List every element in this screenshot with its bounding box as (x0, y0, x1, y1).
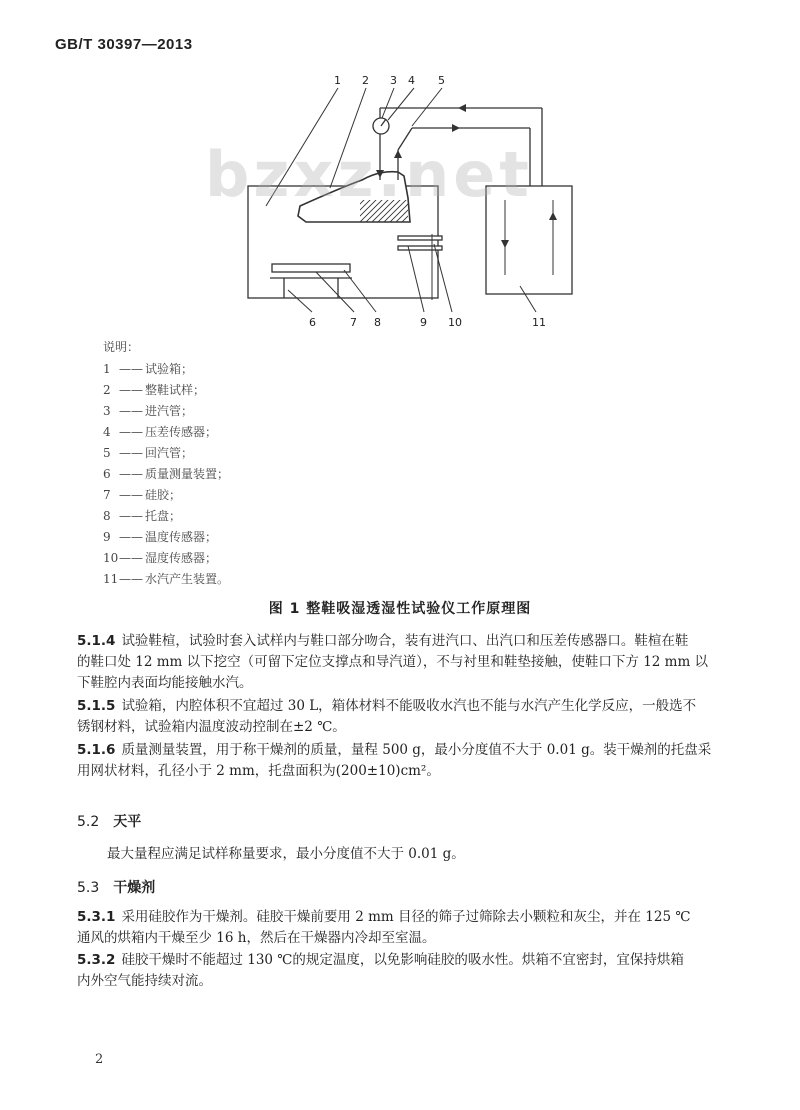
callout-5: 5 (438, 74, 445, 87)
legend-item: 9 —— 温度传感器； (103, 530, 218, 544)
callout-6: 6 (309, 316, 316, 329)
callout-11: 11 (532, 316, 546, 329)
clause-5-3-2-line: 5.3.2 硅胶干燥时不能超过 130 ℃的规定温度，以免影响硅胶的吸水性。烘箱不宜密封，宜保持烘箱 (77, 952, 684, 968)
clause-5-3-1-line: 通风的烘箱内干燥至少 16 h，然后在干燥器内冷却至室温。 (77, 930, 436, 946)
clause-5-3-2-line: 内外空气能持续对流。 (77, 973, 212, 989)
legend-item: 7 —— 硅胶； (103, 488, 182, 502)
legend-item: 3 —— 进汽管； (103, 404, 194, 418)
flow-arrow-icon (458, 104, 466, 112)
callout-2: 2 (362, 74, 369, 87)
watermark: bzxz.net (205, 138, 533, 211)
legend-item: 6 —— 质量测量装置； (103, 467, 230, 481)
callout-10: 10 (448, 316, 462, 329)
legend-item: 5 —— 回汽管； (103, 446, 194, 460)
page-number: 2 (95, 1052, 104, 1067)
figure-caption: 图 1 整鞋吸湿透湿性试验仪工作原理图 (268, 601, 532, 617)
clause-5-3-1-line: 5.3.1 采用硅胶作为干燥剂。硅胶干燥前要用 2 mm 目径的筛子过筛除去小颗粒和灰尘，并在 125 ℃ (77, 909, 691, 925)
clause-5-1-4-line: 5.1.4 试验鞋楦，试验时套入试样内与鞋口部分吻合，装有进汽口、出汽口和压差传感器口。鞋楦在鞋 (77, 633, 689, 649)
callout-3: 3 (390, 74, 397, 87)
legend-title: 说明： (103, 340, 140, 354)
callout-1: 1 (334, 74, 341, 87)
legend-item: 4 —— 压差传感器； (103, 425, 218, 439)
clause-5-1-6-line: 用网状材料，孔径小于 2 mm，托盘面积为(200±10)cm²。 (77, 763, 440, 779)
flow-arrow-icon (452, 124, 460, 132)
clause-5-1-5-line: 5.1.5 试验箱，内腔体积不宜超过 30 L，箱体材料不能吸收水汽也不能与水汽产生化学反应，一般选不 (77, 698, 697, 714)
legend-item: 8 —— 托盘； (103, 509, 182, 523)
standard-code: GB/T 30397—2013 (55, 36, 193, 53)
section-5-2-text: 最大量程应满足试样称量要求，最小分度值不大于 0.01 g。 (107, 846, 465, 862)
callout-9: 9 (420, 316, 427, 329)
clause-5-1-6-line: 5.1.6 质量测量装置，用于称干燥剂的质量，量程 500 g，最小分度值不大于 0.01 g。装干燥剂的托盘采 (77, 742, 712, 758)
clause-5-1-4-line: 下鞋腔内表面均能接触水汽。 (77, 675, 253, 691)
callout-4: 4 (408, 74, 415, 87)
callout-8: 8 (374, 316, 381, 329)
clause-5-1-4-line: 的鞋口处 12 mm 以下挖空（可留下定位支撑点和导汽道），不与衬里和鞋垫接触，使鞋口下方 12 mm 以 (77, 654, 709, 670)
clause-5-1-5-line: 锈钢材料，试验箱内温度波动控制在±2 ℃。 (77, 719, 346, 735)
legend-item: 11—— 水汽产生装置。 (103, 572, 230, 586)
callout-7: 7 (350, 316, 357, 329)
legend-item: 2 —— 整鞋试样； (103, 383, 206, 397)
tray (272, 264, 350, 272)
legend-item: 1 —— 试验箱； (103, 362, 194, 376)
section-heading-5-3: 5.3 干燥剂 (77, 880, 156, 896)
legend-item: 10—— 湿度传感器； (103, 551, 218, 565)
section-heading-5-2: 5.2 天平 (77, 814, 142, 830)
